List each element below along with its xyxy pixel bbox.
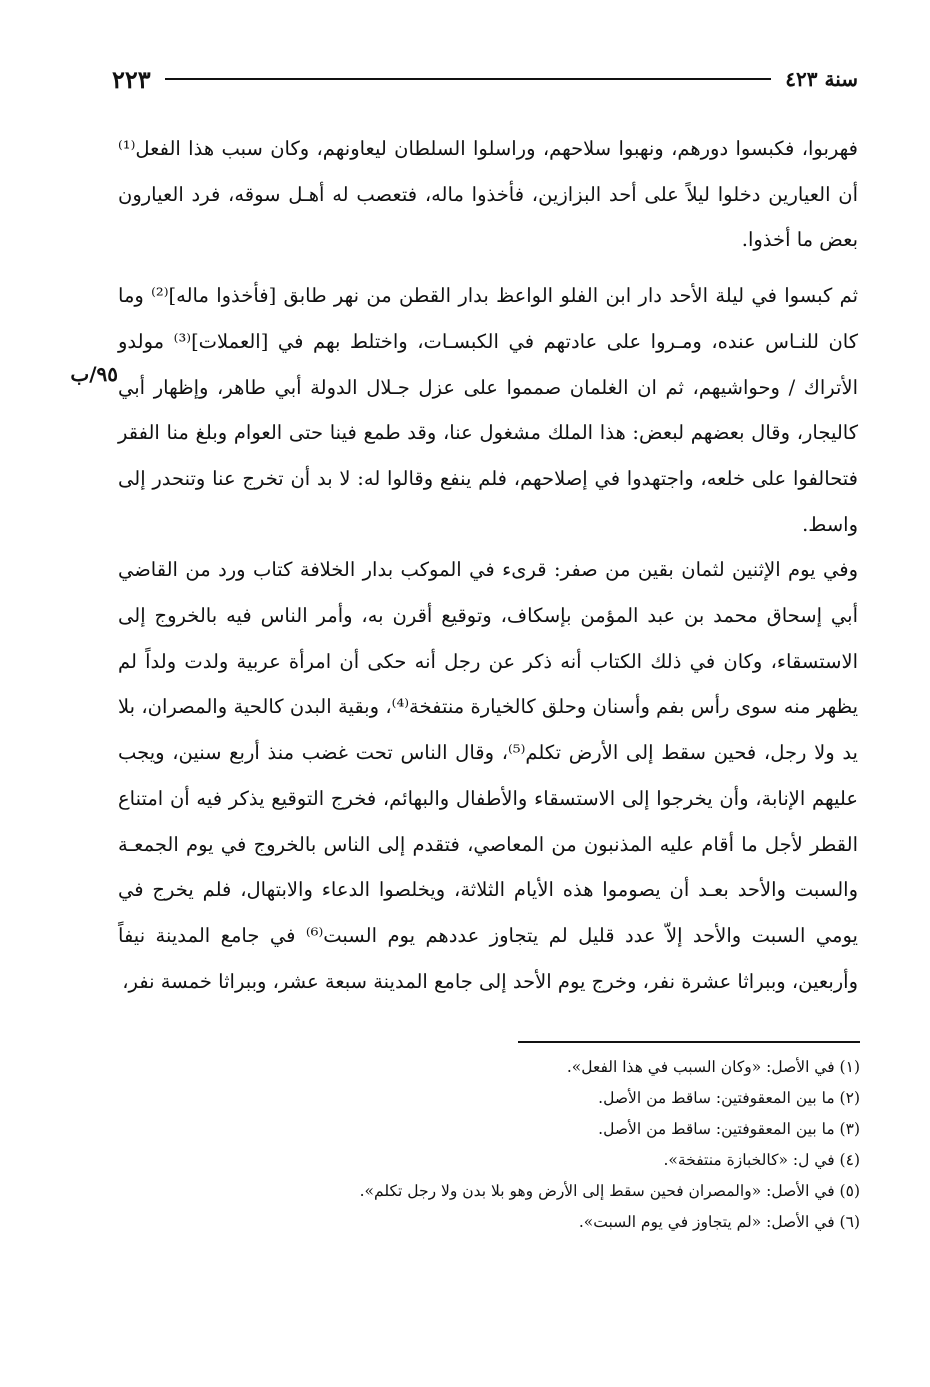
main-text (118, 126, 858, 1004)
year-label: سنة ٤٢٣ (785, 67, 858, 91)
page-number: ٢٢٣ (112, 64, 151, 94)
footnote: (٢) ما بين المعقوفتين: ساقط من الأصل. (598, 1089, 860, 1107)
header-rule (165, 78, 772, 80)
footnote-divider (518, 1041, 860, 1043)
footnote: (١) في الأصل: «وكان السبب في هذا الفعل». (566, 1058, 860, 1076)
manuscript-folio-note: ٩٥/ب (70, 362, 118, 386)
footnotes (118, 1052, 860, 1238)
paragraph: وفي يوم الإثنين لثمان بقين من صفر: قرىء في الموكب بدار الخلافة كتاب ورد من القاضي أبي إسحاق محمد بن عبد المؤمن بإسكاف، وتوقيع أقرن به، وأمر الناس فيه بالخروج إلى الاستسقاء، وكان في ذلك الكتاب أنه ذكر عن رجل أنه حكى أن امرأة عربية ولدت ولداً لم يظهر منه سوى رأس بفم وأسنان وحلق كالخيارة منتفخة⁽⁴⁾، وبقية البدن كالحية والمصران، بلا يد ولا رجل، فحين سقط إلى الأرض تكلم⁽⁵⁾، وقال الناس تحت غضب منذ أربع سنين، ويجب عليهم الإنابة، وأن يخرجوا إلى الاستسقاء والأطفال والبهائم، فخرج التوقيع يذكر فيه أن امتناع القطر لأجل ما أقام عليه المذنبون من المعاصي، فتقدم إلى الناس بالخروج في يوم الجمعـة والسبت والأحد بعـد أن يصوموا هذه الأيام الثلاثة، ويخلصوا الدعاء والابتهال، فلم يخرج في يومي السبت والأحد إلاّ عدد قليل لم يتجاوز عددهم يوم السبت⁽⁶⁾ في جامع المدينة نيفاً وأربعين، وببراثا عشرة نفر، وخرج يوم الأحد إلى جامع المدينة سبعة عشر، وببراثا خمسة نفر، (118, 558, 858, 993)
footnote: (٥) في الأصل: «والمصران فحين سقط إلى الأرض وهو بلا بدن ولا رجل تكلم». (359, 1182, 860, 1200)
paragraph: ثم كبسوا في ليلة الأحد دار ابن الفلو الواعظ بدار القطن من نهر طابق [فأخذوا ماله]⁽²⁾ وما كان للنـاس عنده، ومـروا على عادتهم في الكبسـات، واختلط بهم في [العملات]⁽³⁾ مولدو الأتراك / وحواشيهم، ثم ان الغلمان صمموا على عزل جـلال الدولة أبي طاهر، وإظهار أبي كاليجار، وقال بعضهم لبعض: هذا الملك مشغول عنا، وقد طمع فينا حتى العوام وبلغ منا الفقر فتحالفوا على خلعه، واجتهدوا في إصلاحهم، فلم ينفع وقالوا له: لا بد أن تخرج عنا وتنحدر إلى واسط. (118, 284, 858, 536)
footnote: (٤) في ل: «كالخبازة منتفخة». (663, 1151, 860, 1169)
footnote: (٣) ما بين المعقوفتين: ساقط من الأصل. (598, 1120, 860, 1138)
footnote: (٦) في الأصل: «لم يتجاوز في يوم السبت». (578, 1213, 860, 1231)
paragraph: فهربوا، فكبسوا دورهم، ونهبوا سلاحهم، وراسلوا السلطان ليعاونهم، وكان سبب هذا الفعل⁽¹⁾ أن العيارين دخلوا ليلاً على أحد البزازين، فأخذوا ماله، فتعصب له أهـل سوقه، فرد العيارون بعض ما أخذوا. (118, 137, 858, 252)
page-header (112, 62, 858, 96)
